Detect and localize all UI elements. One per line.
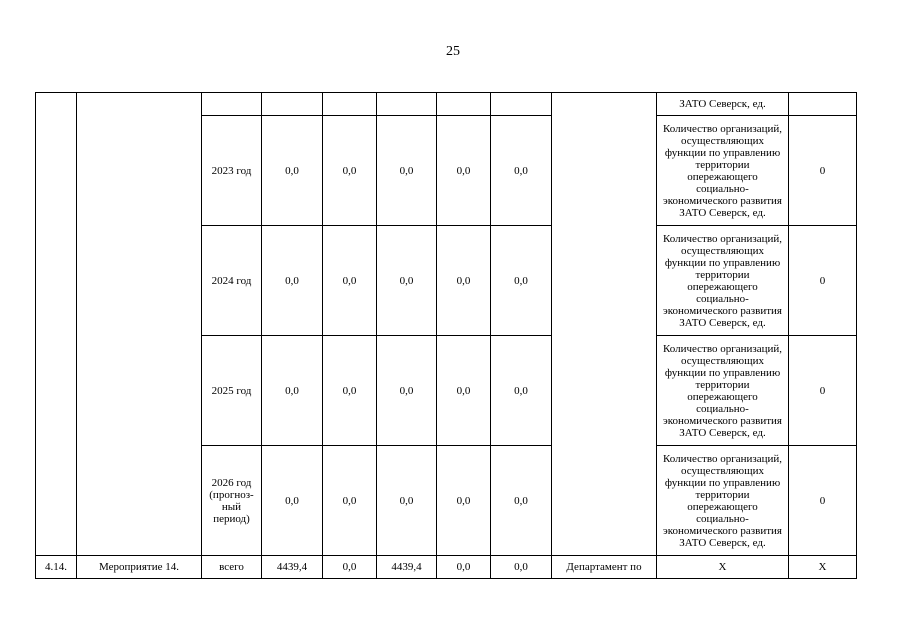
value-cell: 0,0 bbox=[323, 336, 377, 446]
text-line: 2026 год bbox=[211, 476, 252, 489]
text-line: ЗАТО Северск, ед. bbox=[679, 536, 766, 549]
value-cell bbox=[262, 93, 323, 116]
text-line: осуществляющих bbox=[681, 464, 764, 477]
period-cell bbox=[202, 226, 262, 336]
value-cell bbox=[323, 93, 377, 116]
text-line: ЗАТО Северск, ед. bbox=[679, 426, 766, 439]
value-cell: 0,0 bbox=[491, 336, 552, 446]
text-line: экономического развития bbox=[663, 524, 782, 537]
text-line: функции по управлению bbox=[664, 476, 781, 489]
target-cell: 0 bbox=[789, 446, 857, 556]
value-cell: 0,0 bbox=[377, 336, 437, 446]
text-line: 2023 год bbox=[211, 164, 252, 177]
period-cell bbox=[202, 116, 262, 226]
name-cell: Мероприятие 14. bbox=[77, 556, 202, 579]
target-cell bbox=[789, 93, 857, 116]
value-cell: 0,0 bbox=[437, 446, 491, 556]
target-cell: 0 bbox=[789, 116, 857, 226]
page-number: 25 bbox=[446, 44, 460, 59]
number-cell-continued bbox=[36, 93, 77, 556]
executor-cell-continued bbox=[552, 93, 657, 556]
text-line: экономического развития bbox=[663, 304, 782, 317]
text-line: экономического развития bbox=[663, 414, 782, 427]
value-cell: 0,0 bbox=[323, 116, 377, 226]
period-cell bbox=[202, 93, 262, 116]
text-line: ЗАТО Северск, ед. bbox=[679, 316, 766, 329]
indicator-cell bbox=[657, 226, 789, 336]
value-cell: 0,0 bbox=[323, 226, 377, 336]
value-cell: 4439,4 bbox=[377, 556, 437, 579]
value-cell bbox=[377, 93, 437, 116]
text-line: осуществляющих bbox=[681, 134, 764, 147]
indicator-cell bbox=[657, 446, 789, 556]
text-line: социально- bbox=[696, 292, 749, 305]
text-line: социально- bbox=[696, 512, 749, 525]
value-cell: 0,0 bbox=[377, 116, 437, 226]
text-line: функции по управлению bbox=[664, 366, 781, 379]
indicator-cell bbox=[657, 336, 789, 446]
executor-cell: Департамент по bbox=[552, 556, 657, 579]
value-cell: 0,0 bbox=[323, 556, 377, 579]
text-line: 2024 год bbox=[211, 274, 252, 287]
name-cell-continued bbox=[77, 93, 202, 556]
value-cell: 0,0 bbox=[437, 226, 491, 336]
value-cell: 0,0 bbox=[262, 226, 323, 336]
value-cell bbox=[437, 93, 491, 116]
value-cell: 0,0 bbox=[262, 336, 323, 446]
text-line: Количество организаций, bbox=[662, 122, 783, 135]
text-line: 2025 год bbox=[211, 384, 252, 397]
target-cell: 0 bbox=[789, 336, 857, 446]
text-line: социально- bbox=[696, 182, 749, 195]
value-cell: 0,0 bbox=[377, 446, 437, 556]
period-cell: всего bbox=[202, 556, 262, 579]
indicator-cell bbox=[657, 116, 789, 226]
text-line: ЗАТО Северск, ед. bbox=[679, 206, 766, 219]
text-line: территории bbox=[695, 488, 750, 501]
text-line: функции по управлению bbox=[664, 146, 781, 159]
target-cell: 0 bbox=[789, 226, 857, 336]
value-cell: 0,0 bbox=[262, 446, 323, 556]
value-cell: 0,0 bbox=[491, 556, 552, 579]
value-cell: 0,0 bbox=[437, 116, 491, 226]
value-cell: 0,0 bbox=[377, 226, 437, 336]
text-line: осуществляющих bbox=[681, 244, 764, 257]
text-line: опережающего bbox=[687, 170, 758, 183]
value-cell bbox=[491, 93, 552, 116]
table-row-top bbox=[36, 93, 857, 116]
number-cell: 4.14. bbox=[36, 556, 77, 579]
value-cell: 0,0 bbox=[262, 116, 323, 226]
target-cell: X bbox=[789, 556, 857, 579]
value-cell: 0,0 bbox=[437, 556, 491, 579]
text-line: опережающего bbox=[687, 500, 758, 513]
indicator-cell: ЗАТО Северск, ед. bbox=[657, 93, 789, 116]
value-cell: 0,0 bbox=[491, 116, 552, 226]
table-row-measure bbox=[36, 556, 857, 579]
text-line: экономического развития bbox=[663, 194, 782, 207]
text-line: территории bbox=[695, 268, 750, 281]
text-line: социально- bbox=[696, 402, 749, 415]
text-line: Количество организаций, bbox=[662, 342, 783, 355]
text-line: функции по управлению bbox=[664, 256, 781, 269]
text-line: опережающего bbox=[687, 280, 758, 293]
indicator-cell: X bbox=[657, 556, 789, 579]
value-cell: 0,0 bbox=[491, 226, 552, 336]
period-cell bbox=[202, 336, 262, 446]
text-line: Количество организаций, bbox=[662, 232, 783, 245]
text-line: Количество организаций, bbox=[662, 452, 783, 465]
text-line: ный bbox=[221, 500, 242, 513]
text-line: (прогноз- bbox=[209, 488, 254, 501]
text-line: территории bbox=[695, 378, 750, 391]
text-line: территории bbox=[695, 158, 750, 171]
value-cell: 4439,4 bbox=[262, 556, 323, 579]
text-line: опережающего bbox=[687, 390, 758, 403]
period-cell bbox=[202, 446, 262, 556]
value-cell: 0,0 bbox=[491, 446, 552, 556]
value-cell: 0,0 bbox=[323, 446, 377, 556]
program-table bbox=[35, 92, 857, 579]
text-line: период) bbox=[213, 512, 250, 525]
value-cell: 0,0 bbox=[437, 336, 491, 446]
text-line: осуществляющих bbox=[681, 354, 764, 367]
